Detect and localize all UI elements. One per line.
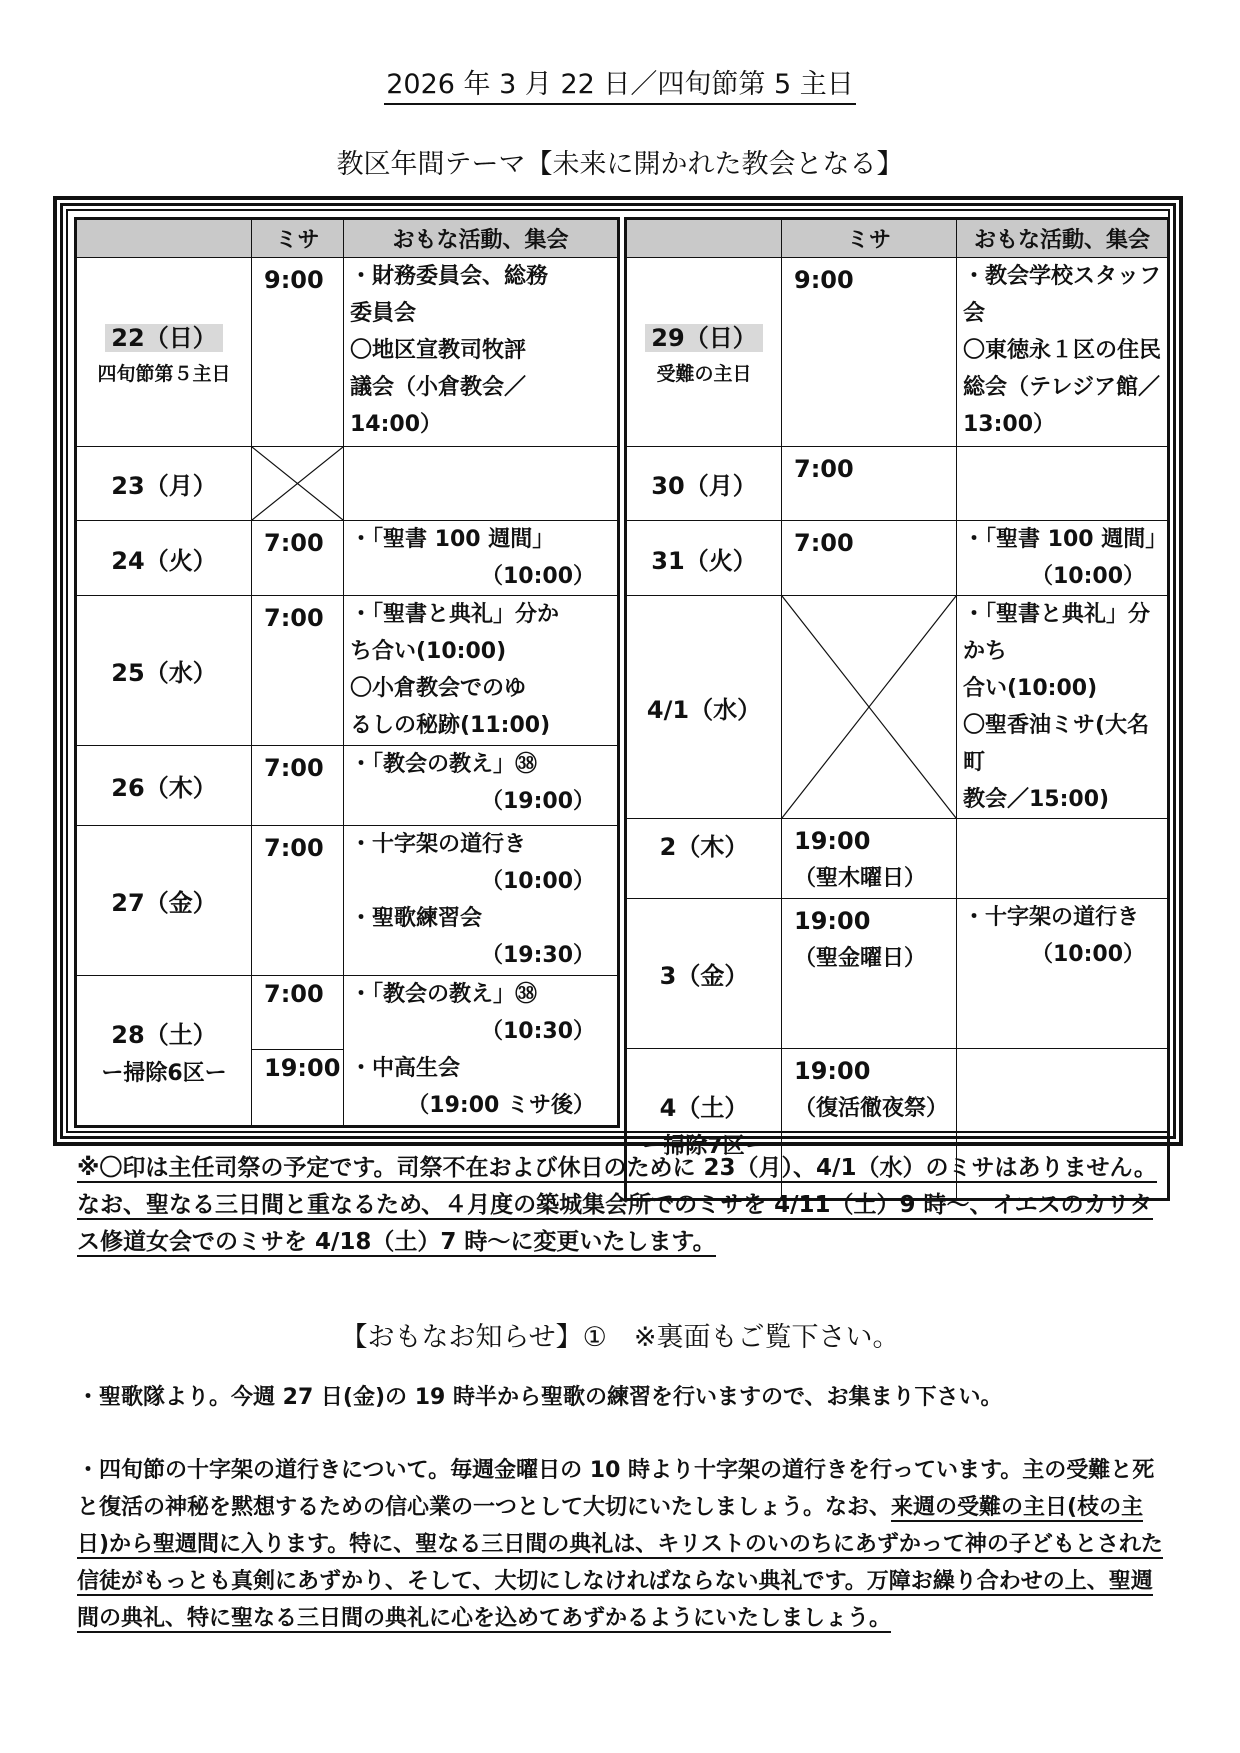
- table-row: 3（金） 19:00 （聖金曜日） ・十字架の道行き （10:00）: [627, 899, 1168, 1049]
- table-row: 27（金） 7:00 ・十字架の道行き （10:00） ・聖歌練習会 （19:30）: [77, 826, 618, 976]
- page-title: 2026 年 3 月 22 日／四旬節第 5 主日: [0, 62, 1240, 101]
- schedule-right: [624, 217, 1170, 1201]
- table-row: 22（日） 四旬節第５主日 9:00 ・財務委員会、総務 委員会 〇地区宣教司牧評 議会（小倉教会／ 14:00）: [77, 258, 618, 447]
- schedule-frame: [53, 196, 1183, 1159]
- header-activity: おもな活動、集会: [344, 220, 618, 258]
- annual-theme: 教区年間テーマ【未来に開かれた教会となる】: [336, 149, 904, 180]
- notice-stations-of-cross: ・四旬節の十字架の道行きについて。毎週金曜日の 10 時より十字架の道行きを行っています。主の受難と死と復活の神秘を黙想するための信心業の一つとして大切にいたしましょう。なお、来週の受難の主日(枝の主日)から聖週間に入ります。特に、聖なる三日間の典礼は、キリストのいのちにあずかって神の子どもとされた信徒がもっとも真剣にあずかり、そして、大切にしなければならない典礼です。万障お繰り合わせの上、聖週間の典礼、特に聖なる三日間の典礼に心を込めてあずかるようにいたしましょう。: [77, 1458, 1163, 1631]
- table-row: 4（土） ー掃除7区ー 19:00 （復活徹夜祭）: [627, 1049, 1168, 1199]
- schedule-footnote: ※〇印は主任司祭の予定です。司祭不在および休日のために 23（月）、4/1（水）のミサはありません。なお、聖なる三日間と重なるため、４月度の築城集会所でのミサを 4/11（土）9 時～、イエスのカリタス修道女会でのミサを 4/18（土）7 時～に変更いたします。: [77, 1155, 1157, 1255]
- table-row: 26（木） 7:00 ・「教会の教え」㊳ （19:00）: [77, 746, 618, 826]
- table-row: 24（火） 7:00 ・「聖書 100 週間」 （10:00）: [77, 521, 618, 596]
- notice-choir: ・聖歌隊より。今週 27 日(金)の 19 時半から聖歌の練習を行いますので、お集まり下さい。: [77, 1385, 1003, 1410]
- table-row: 4/1（水） ・「聖書と典礼」分かち 合い(10:00) 〇聖香油ミサ(大名町 教会／15:00): [627, 596, 1168, 819]
- table-row: 31（火） 7:00 ・「聖書 100 週間」 （10:00）: [627, 521, 1168, 596]
- table-row: 2（木） 19:00 （聖木曜日）: [627, 819, 1168, 899]
- table-row: 28（土） ー掃除6区ー 7:00 19:00 ・「教会の教え」㊳ （10:30） ・中高生会 （19:00 ミサ後）: [77, 976, 618, 1126]
- header-mass: ミサ: [782, 220, 957, 258]
- no-mass-cross: [252, 447, 344, 521]
- schedule-left: [74, 217, 620, 1128]
- table-row: 30（月） 7:00: [627, 447, 1168, 521]
- header-blank: [77, 220, 252, 258]
- no-mass-cross: [782, 596, 957, 819]
- table-row: 23（月）: [77, 447, 618, 521]
- notice-heading: 【おもなお知らせ】① ※裏面もご覧下さい。: [340, 1322, 900, 1353]
- table-row: 25（水） 7:00 ・「聖書と典礼」分か ち合い(10:00) 〇小倉教会でのゆ るしの秘跡(11:00): [77, 596, 618, 746]
- header-blank: [627, 220, 782, 258]
- header-activity: おもな活動、集会: [957, 220, 1168, 258]
- table-row: 29（日） 受難の主日 9:00 ・教会学校スタッフ会 〇東徳永１区の住民 総会（テレジア館／ 13:00）: [627, 258, 1168, 447]
- header-mass: ミサ: [252, 220, 344, 258]
